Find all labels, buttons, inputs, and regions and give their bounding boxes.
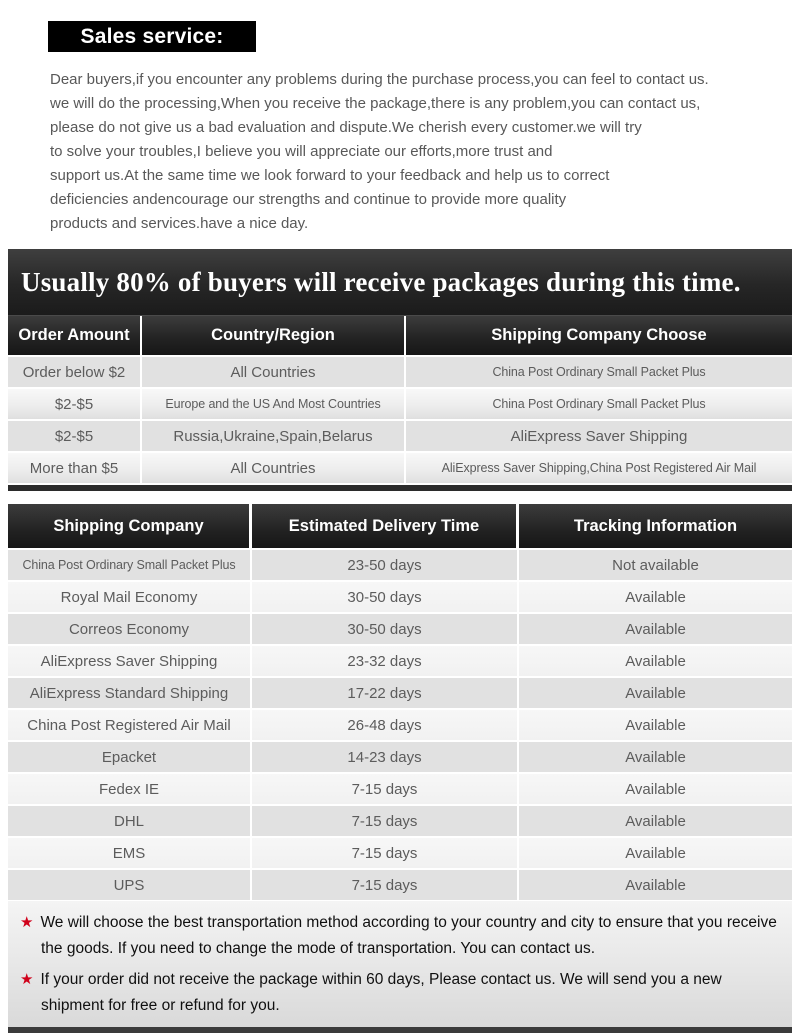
table-cell: Available [519,838,792,868]
table-row [8,582,792,612]
table-cell: 30-50 days [252,614,519,644]
table-row [8,678,792,708]
column-header: Country/Region [142,316,406,355]
notes-section [8,901,792,1033]
table-row [8,614,792,644]
table-cell: 7-15 days [252,806,519,836]
table-cell: More than $5 [8,453,142,483]
delivery-time-table-header [8,504,792,548]
table-row [8,389,792,419]
intro-line: deficiencies andencourage our strengths and continue to provide more quality [50,191,567,208]
table-cell: Available [519,806,792,836]
table-cell: Royal Mail Economy [8,582,252,612]
table-row [8,806,792,836]
note-item [20,910,782,962]
table-cell: 17-22 days [252,678,519,708]
table-cell: AliExpress Saver Shipping [8,646,252,676]
table-row [8,870,792,900]
table-cell: Available [519,870,792,900]
sales-service-title: Sales service: [48,21,256,52]
table-cell: AliExpress Saver Shipping [406,421,792,451]
table-row [8,710,792,740]
note-item [20,967,782,1019]
table-cell: $2-$5 [8,421,142,451]
column-header: Estimated Delivery Time [252,504,519,548]
table-cell: 7-15 days [252,838,519,868]
table-cell: Europe and the US And Most Countries [142,389,406,419]
table-cell: 23-50 days [252,550,519,580]
table-row [8,453,792,483]
table-cell: 23-32 days [252,646,519,676]
order-shipping-table-header [8,315,792,355]
table-cell: 30-50 days [252,582,519,612]
table-row [8,646,792,676]
intro-line: Dear buyers,if you encounter any problems during the purchase process,you can feel to contact us. [50,71,709,88]
table-cell: Russia,Ukraine,Spain,Belarus [142,421,406,451]
delivery-time-table-body [8,550,792,900]
table-cell: $2-$5 [8,389,142,419]
note-text: We will choose the best transportation method according to your country and city to ensure that you receive the goods. If you need to change the mode of transportation. You can contact us. [40,914,777,957]
table-cell: China Post Registered Air Mail [8,710,252,740]
note-text: If your order did not receive the package within 60 days, Please contact us. We will send you a new shipment for free or refund for you. [40,971,722,1014]
table-cell: Available [519,742,792,772]
table-row [8,774,792,804]
table-row [8,550,792,580]
table-row [8,421,792,451]
star-icon: ★ [20,914,34,931]
table-cell: Available [519,646,792,676]
table-cell: All Countries [142,453,406,483]
table-cell: 7-15 days [252,774,519,804]
table-cell: Available [519,582,792,612]
table-cell: AliExpress Saver Shipping,China Post Registered Air Mail [406,453,792,483]
star-icon: ★ [20,971,34,988]
table-cell: AliExpress Standard Shipping [8,678,252,708]
column-header: Shipping Company [8,504,252,548]
column-header: Shipping Company Choose [491,326,707,344]
table-row [8,838,792,868]
table-cell: 7-15 days [252,870,519,900]
table-cell: Available [519,774,792,804]
table-row [8,357,792,387]
table-row [8,742,792,772]
delivery-time-table [8,504,792,900]
column-header: Tracking Information [573,516,738,535]
intro-line: products and services.have a nice day. [50,215,309,232]
usually-banner: Usually 80% of buyers will receive packages during this time. [8,249,792,315]
table-cell: 26-48 days [252,710,519,740]
table-cell: Available [519,710,792,740]
table-cell: DHL [8,806,252,836]
table-cell: EMS [8,838,252,868]
intro-line: to solve your troubles,I believe you will appreciate our efforts,more trust and [50,143,553,160]
intro-line: please do not give us a bad evaluation and dispute.We cherish every customer.we will try [50,119,642,136]
table-cell: Fedex IE [8,774,252,804]
table-cell: Epacket [8,742,252,772]
order-shipping-table [8,249,792,491]
table-cell: Not available [519,550,792,580]
table-cell: Correos Economy [8,614,252,644]
table-cell: China Post Ordinary Small Packet Plus [406,357,792,387]
column-header: Order Amount [8,316,142,355]
table-cell: China Post Ordinary Small Packet Plus [8,550,252,580]
table-cell: China Post Ordinary Small Packet Plus [406,389,792,419]
table-cell: Available [519,678,792,708]
table-cell: Available [519,614,792,644]
table-cell: 14-23 days [252,742,519,772]
intro-paragraph [50,68,780,236]
intro-line: support us.At the same time we look forward to your feedback and help us to correct [50,167,610,184]
table-cell: UPS [8,870,252,900]
table-cell: Order below $2 [8,357,142,387]
table-bottom-border [8,485,792,491]
order-shipping-table-body [8,357,792,483]
intro-line: we will do the processing,When you receive the package,there is any problem,you can contact us, [50,95,701,112]
table-cell: All Countries [142,357,406,387]
